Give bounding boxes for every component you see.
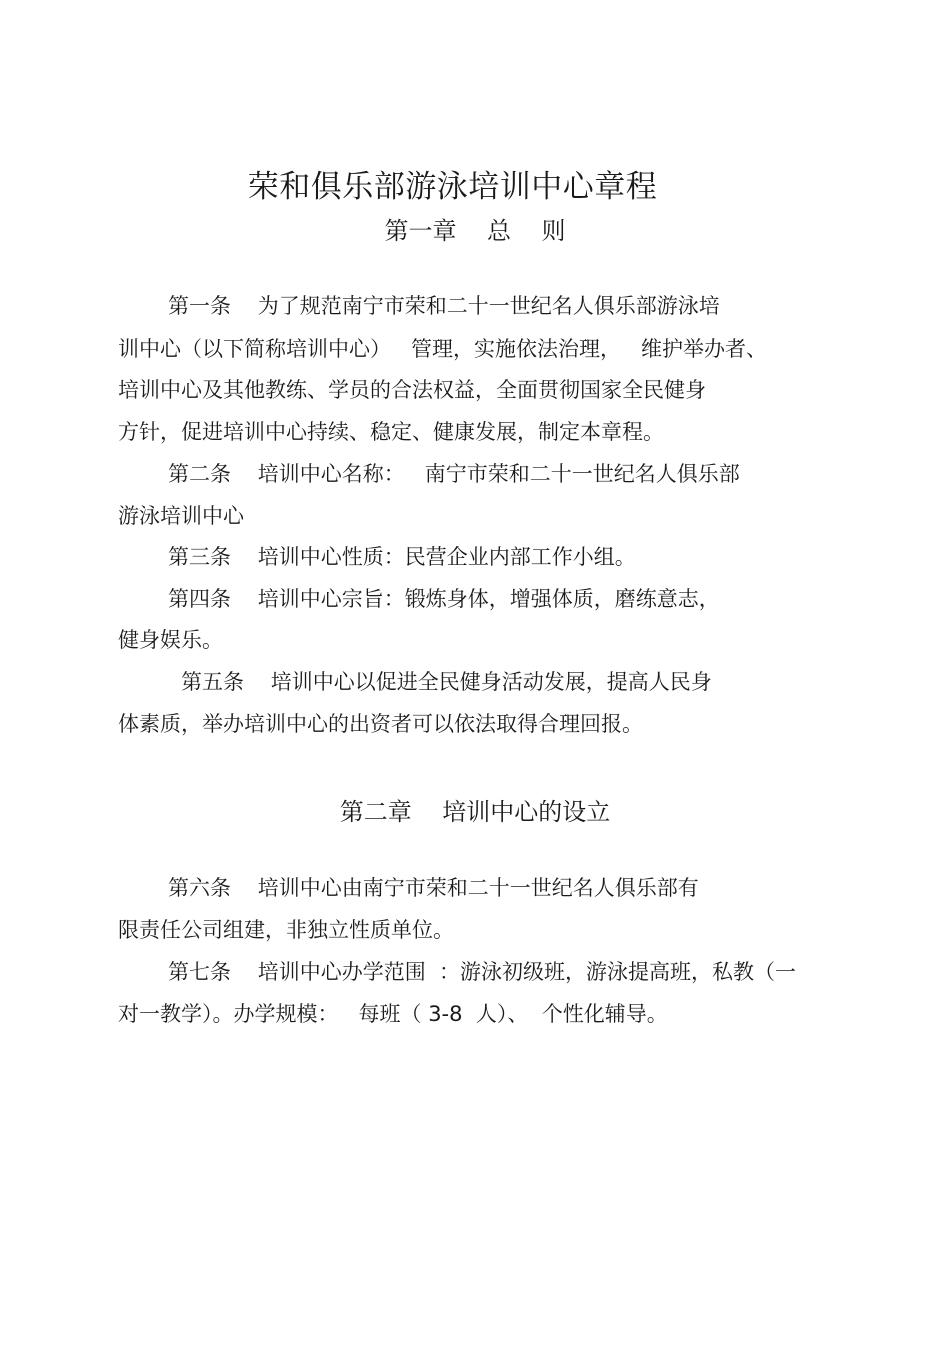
document-title: 荣和俱乐部游泳培训中心章程 <box>247 169 658 205</box>
article-6-line-1: 第六条 培训中心由南宁市荣和二十一世纪名人俱乐部有 <box>168 876 699 900</box>
chapter-heading-1: 第一章 总 则 <box>384 217 566 245</box>
article-7-line-2: 对一教学）。办学规模： 每班（ 3-8 人）、 个性化辅导。 <box>118 1002 668 1026</box>
article-2-line-1: 第二条 培训中心名称： 南宁市荣和二十一世纪名人俱乐部 <box>168 462 740 486</box>
article-4-line-1: 第四条 培训中心宗旨：锻炼身体，增强体质，磨练意志， <box>168 587 720 611</box>
article-2-line-2: 游泳培训中心 <box>118 504 244 528</box>
article-5-line-1: 第五条 培训中心以促进全民健身活动发展，提高人民身 <box>181 670 712 694</box>
article-7-line-1: 第七条 培训中心办学范围 ：游泳初级班，游泳提高班，私教（一 <box>168 960 797 984</box>
article-5-line-2: 体素质，举办培训中心的出资者可以依法取得合理回报。 <box>118 712 643 736</box>
article-6-line-2: 限责任公司组建，非独立性质单位。 <box>118 918 454 942</box>
article-1-line-2: 训中心（以下简称培训中心） 管理，实施依法治理， 维护举办者、 <box>118 337 768 361</box>
article-3-line-1: 第三条 培训中心性质：民营企业内部工作小组。 <box>168 545 636 569</box>
article-1-line-1: 第一条 为了规范南宁市荣和二十一世纪名人俱乐部游泳培 <box>168 294 720 318</box>
article-1-line-4: 方针，促进培训中心持续、稳定、健康发展，制定本章程。 <box>118 420 664 444</box>
article-4-line-2: 健身娱乐。 <box>118 628 223 652</box>
chapter-heading-2: 第二章 培训中心的设立 <box>339 798 611 826</box>
article-1-line-3: 培训中心及其他教练、学员的合法权益，全面贯彻国家全民健身 <box>118 378 706 402</box>
